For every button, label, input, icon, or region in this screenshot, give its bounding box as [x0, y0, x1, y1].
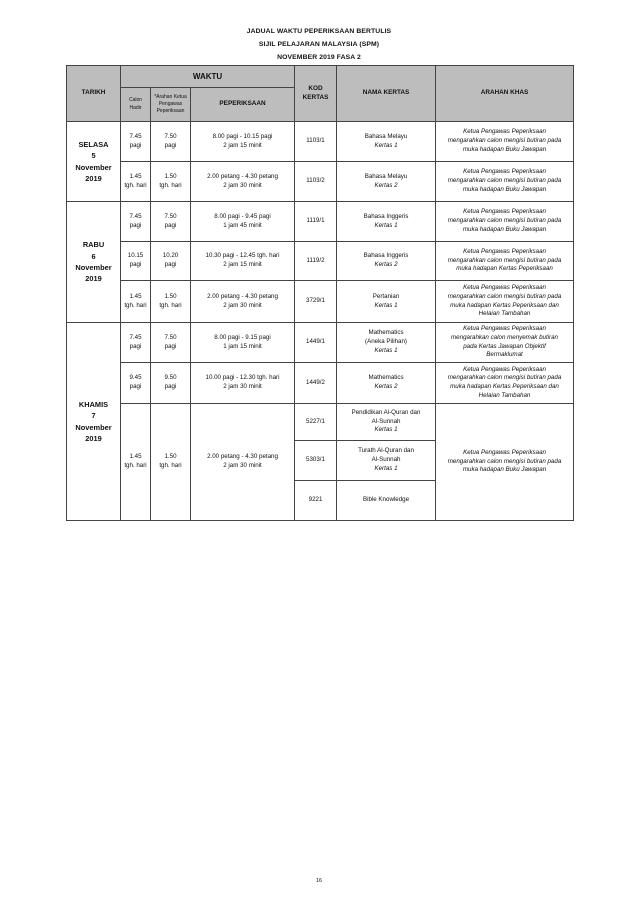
table-row — [67, 202, 574, 242]
calon-hadir-cell: 1.45 tgh. hari — [121, 404, 151, 521]
nama-kertas-cell: Bahasa Inggeris Kertas 2 — [337, 242, 436, 281]
nama-kertas-cell: Bahasa Inggeris Kertas 1 — [337, 202, 436, 242]
arahan-khas-cell: Ketua Pengawas Peperiksaan mengarahkan calon mengisi butiran pada muka hadapan Kertas Peperiksaan dan Helaian Tambahan — [436, 281, 574, 323]
arahan-khas-cell: Ketua Pengawas Peperiksaan mengarahkan calon mengisi butiran pada muka hadapan Buku Jawapan — [436, 162, 574, 202]
arahan-ketua-cell: 7.50 pagi — [151, 202, 191, 242]
day-cell-khamis: KHAMIS 7 November 2019 — [67, 323, 121, 521]
header-kod-kertas: KOD KERTAS — [295, 66, 337, 122]
nama-kertas-cell: Bahasa Melayu Kertas 1 — [337, 122, 436, 162]
kod-kertas-cell: 9221 — [295, 481, 337, 521]
peperiksaan-cell: 10.00 pagi - 12.30 tgh. hari 2 jam 30 minit — [191, 363, 295, 404]
arahan-khas-cell: Ketua Pengawas Peperiksaan mengarahkan calon mengisi butiran pada muka hadapan Buku Jawapan — [436, 202, 574, 242]
calon-hadir-cell: 7.45 pagi — [121, 202, 151, 242]
nama-kertas-cell: Pertanian Kertas 1 — [337, 281, 436, 323]
nama-kertas-cell: Mathematics (Aneka Pilihan) Kertas 1 — [337, 323, 436, 363]
peperiksaan-cell: 2.00 petang - 4.30 petang 2 jam 30 minit — [191, 162, 295, 202]
arahan-ketua-cell: 10.20 pagi — [151, 242, 191, 281]
peperiksaan-cell: 8.00 pagi - 9.15 pagi 1 jam 15 minit — [191, 323, 295, 363]
header-waktu: WAKTU — [121, 66, 295, 88]
table-row — [67, 323, 574, 363]
kod-kertas-cell: 1103/2 — [295, 162, 337, 202]
table-row — [67, 281, 574, 323]
arahan-ketua-cell: 1.50 tgh. hari — [151, 404, 191, 521]
arahan-khas-cell: Ketua Pengawas Peperiksaan mengarahkan calon menyemak butiran pada Kertas Jawapan Objektif Bermaklumat — [436, 323, 574, 363]
calon-hadir-cell: 9.45 pagi — [121, 363, 151, 404]
peperiksaan-cell: 2.00 petang - 4.30 petang 2 jam 30 minit — [191, 281, 295, 323]
page-number: 16 — [315, 878, 323, 884]
header-tarikh: TARIKH — [67, 66, 121, 122]
kod-kertas-cell: 3729/1 — [295, 281, 337, 323]
header-nama-kertas: NAMA KERTAS — [337, 66, 436, 122]
arahan-khas-cell: Ketua Pengawas Peperiksaan mengarahkan calon mengisi butiran pada muka hadapan Buku Jawapan — [436, 404, 574, 521]
kod-kertas-cell: 5227/1 — [295, 404, 337, 441]
peperiksaan-cell: 8.00 pagi - 9.45 pagi 1 jam 45 minit — [191, 202, 295, 242]
arahan-khas-cell: Ketua Pengawas Peperiksaan mengarahkan calon mengisi butiran pada muka hadapan Buku Jawapan — [436, 122, 574, 162]
arahan-ketua-cell: 7.50 pagi — [151, 122, 191, 162]
header-calon-hadir: Calon Hadir — [121, 88, 151, 122]
exam-timetable — [66, 65, 574, 521]
nama-kertas-cell: Bahasa Melayu Kertas 2 — [337, 162, 436, 202]
kod-kertas-cell: 5303/1 — [295, 441, 337, 481]
day-cell-selasa: SELASA 5 November 2019 — [67, 122, 121, 202]
calon-hadir-cell: 7.45 pagi — [121, 323, 151, 363]
document-subtitle: SIJIL PELAJARAN MALAYSIA (SPM) — [258, 41, 380, 48]
table-row — [67, 242, 574, 281]
document-title: JADUAL WAKTU PEPERIKSAAN BERTULIS — [246, 28, 392, 35]
header-arahan-ketua: *Arahan Ketua Pengawas Peperiksaan — [151, 88, 191, 122]
peperiksaan-cell: 2.00 petang - 4.30 petang 2 jam 30 minit — [191, 404, 295, 521]
kod-kertas-cell: 1119/1 — [295, 202, 337, 242]
document-session: NOVEMBER 2019 FASA 2 — [277, 54, 361, 61]
header-arahan-khas: ARAHAN KHAS — [436, 66, 574, 122]
nama-kertas-cell: Turath Al-Quran dan Al-Sunnah Kertas 1 — [337, 441, 436, 481]
kod-kertas-cell: 1103/1 — [295, 122, 337, 162]
table-row — [67, 404, 574, 441]
arahan-ketua-cell: 1.50 tgh. hari — [151, 162, 191, 202]
calon-hadir-cell: 1.45 tgh. hari — [121, 162, 151, 202]
header-peperiksaan: PEPERIKSAAN — [191, 88, 295, 122]
arahan-khas-cell: Ketua Pengawas Peperiksaan mengarahkan calon mengisi butiran pada muka hadapan Kertas Peperiksaan dan Helaian Tambahan — [436, 363, 574, 404]
kod-kertas-cell: 1449/2 — [295, 363, 337, 404]
kod-kertas-cell: 1449/1 — [295, 323, 337, 363]
peperiksaan-cell: 8.00 pagi - 10.15 pagi 2 jam 15 minit — [191, 122, 295, 162]
table-row — [67, 162, 574, 202]
calon-hadir-cell: 7.45 pagi — [121, 122, 151, 162]
kod-kertas-cell: 1119/2 — [295, 242, 337, 281]
table-row — [67, 122, 574, 162]
calon-hadir-cell: 10.15 pagi — [121, 242, 151, 281]
nama-kertas-cell: Mathematics Kertas 2 — [337, 363, 436, 404]
nama-kertas-cell: Bible Knowledge — [337, 481, 436, 521]
nama-kertas-cell: Pendidikan Al-Quran dan Al-Sunnah Kertas 1 — [337, 404, 436, 441]
calon-hadir-cell: 1.45 tgh. hari — [121, 281, 151, 323]
arahan-khas-cell: Ketua Pengawas Peperiksaan mengarahkan calon mengisi butiran pada muka hadapan Kertas Peperiksaan — [436, 242, 574, 281]
peperiksaan-cell: 10.30 pagi - 12.45 tgh. hari 2 jam 15 minit — [191, 242, 295, 281]
table-row — [67, 363, 574, 404]
arahan-ketua-cell: 1.50 tgh. hari — [151, 281, 191, 323]
day-cell-rabu: RABU 6 November 2019 — [67, 202, 121, 323]
arahan-ketua-cell: 9.50 pagi — [151, 363, 191, 404]
arahan-ketua-cell: 7.50 pagi — [151, 323, 191, 363]
